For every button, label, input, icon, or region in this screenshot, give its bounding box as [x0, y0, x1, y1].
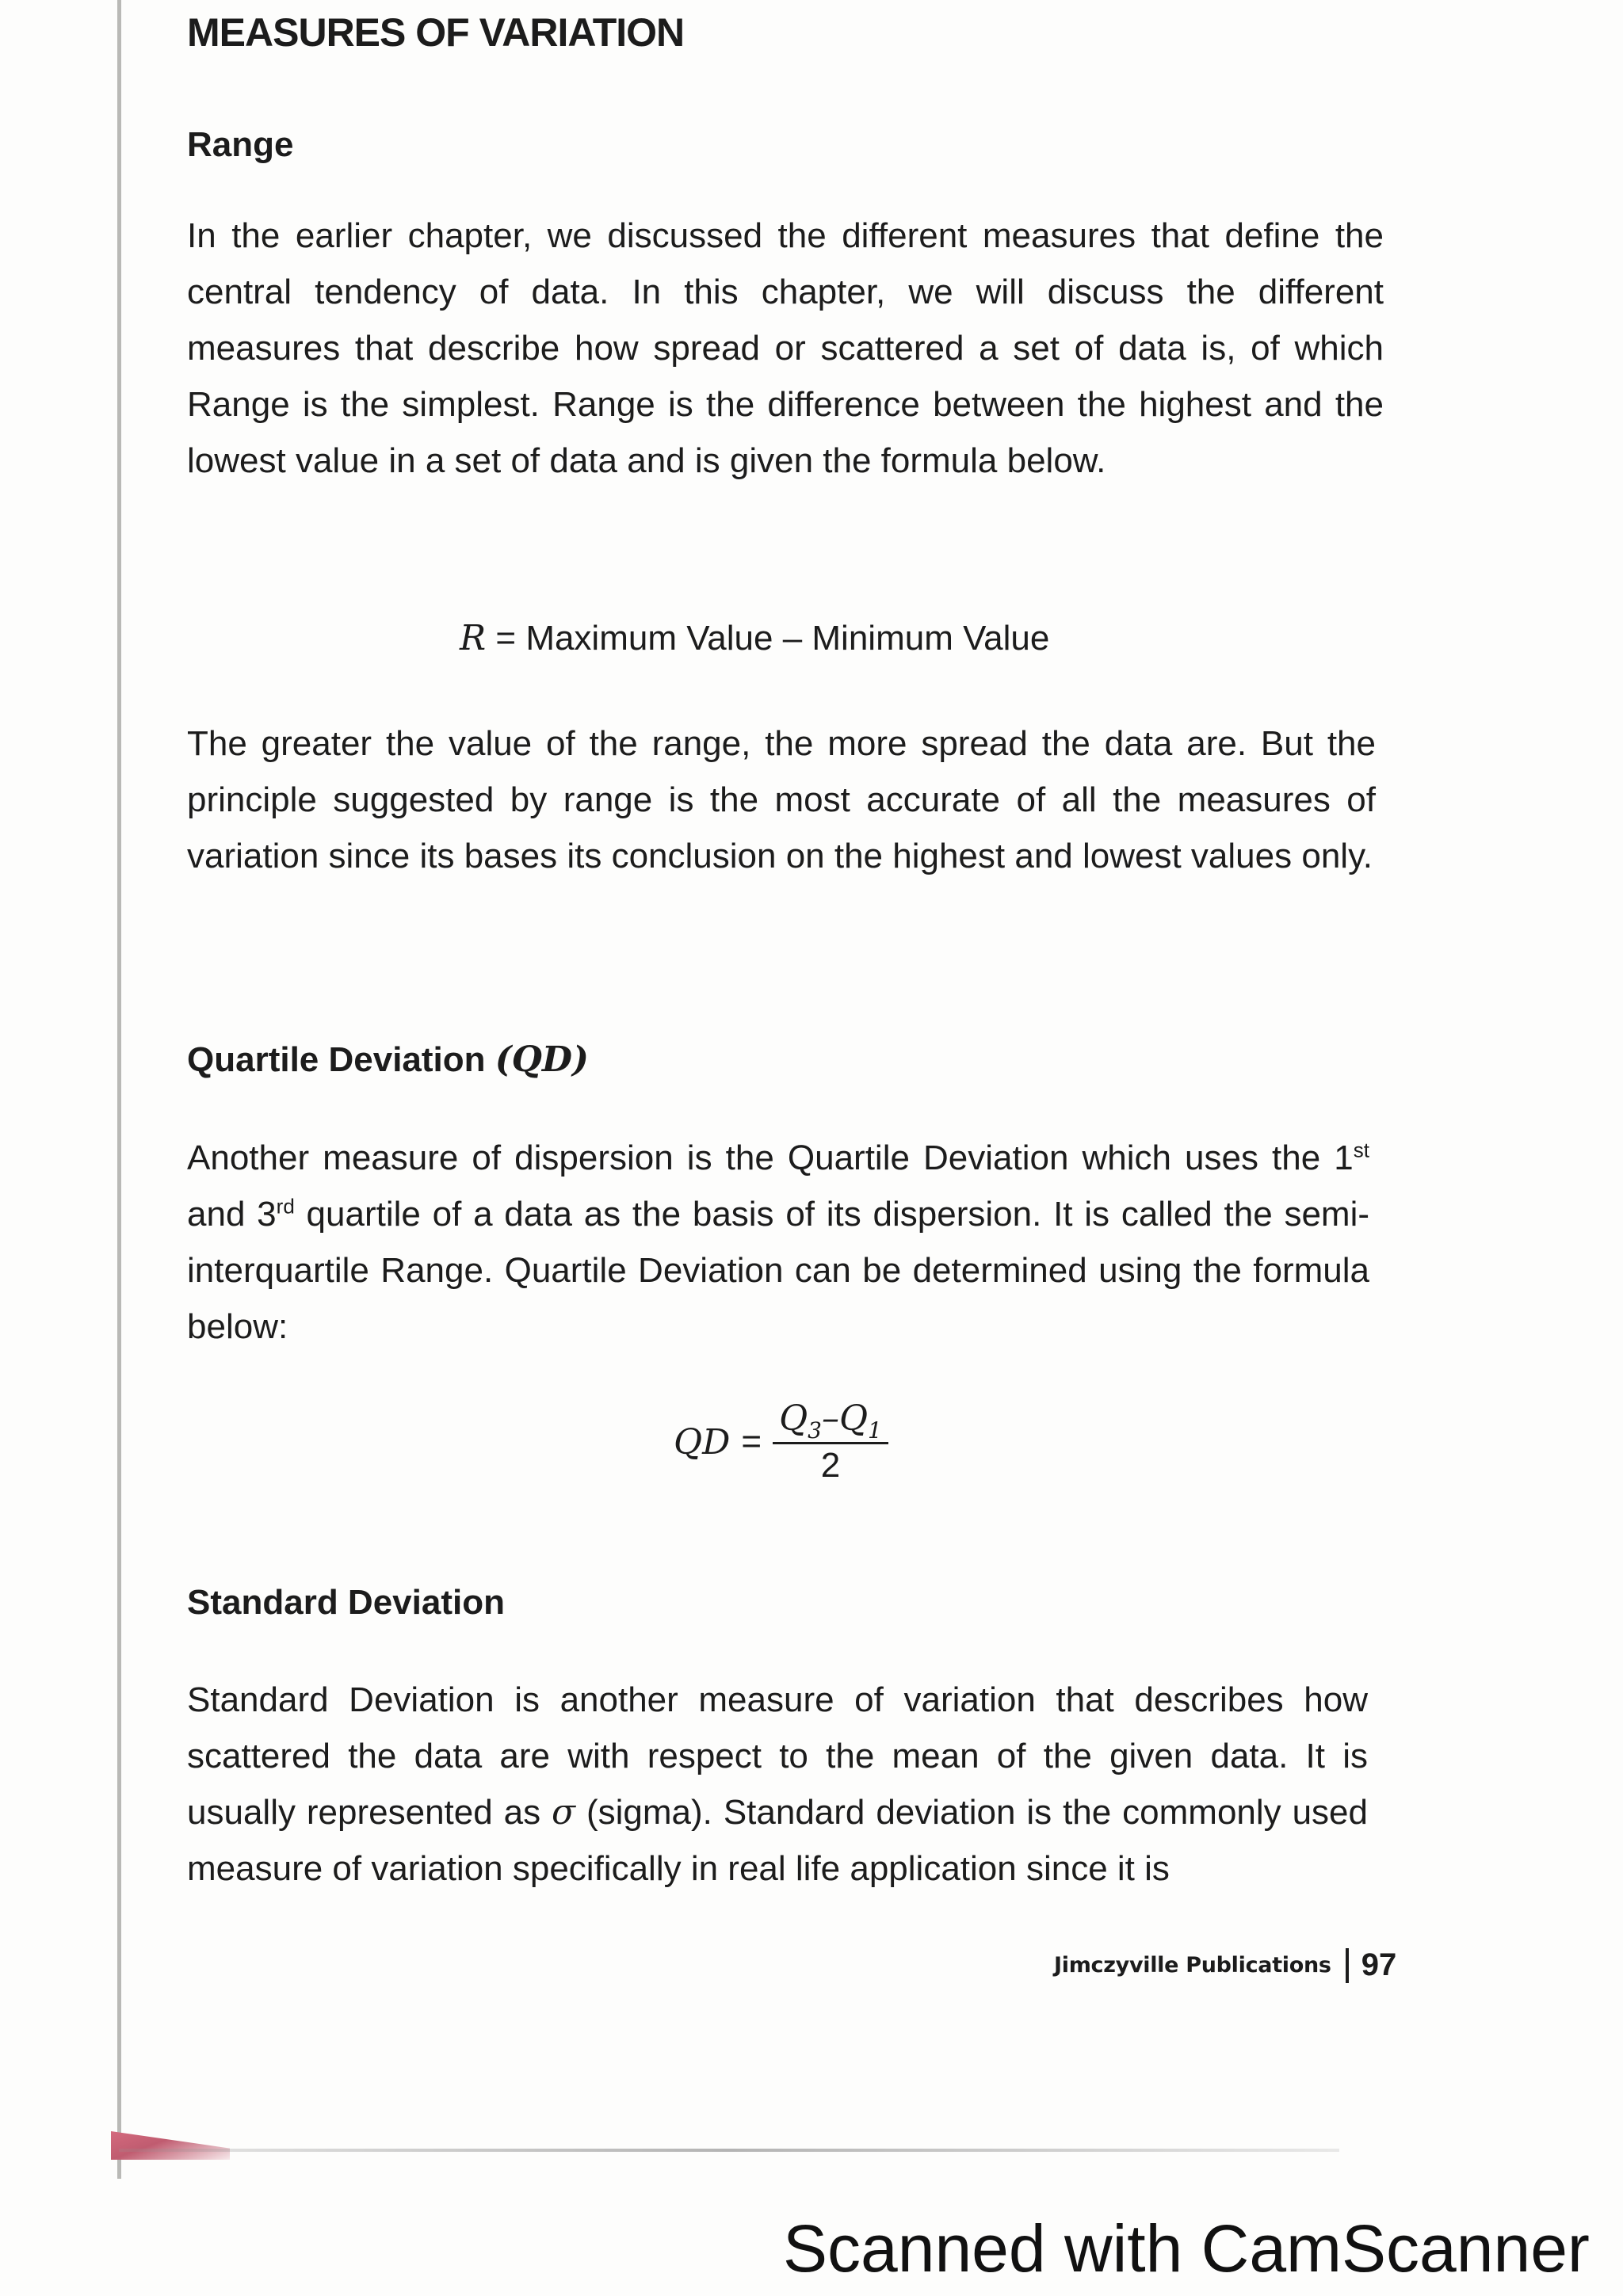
qd-formula-q1: Q — [838, 1398, 869, 1439]
qd-paragraph-sup-st: st — [1353, 1138, 1369, 1162]
page-left-margin-rule — [117, 0, 121, 2179]
quartile-deviation-heading-text: Quartile Deviation — [187, 1040, 486, 1079]
qd-paragraph-part1: Another measure of dispersion is the Quartile Deviation which uses the 1 — [187, 1138, 1354, 1177]
qd-paragraph-part2: and 3 — [187, 1195, 277, 1234]
footer-divider — [1346, 1948, 1349, 1983]
section-heading-quartile-deviation — [187, 1039, 589, 1080]
page-bottom-edge — [119, 2149, 1339, 2152]
qd-paragraph-sup-rd: rd — [276, 1194, 295, 1219]
range-formula-rhs: Maximum Value – Minimum Value — [525, 619, 1050, 658]
range-formula-variable: R — [460, 618, 487, 658]
quartile-deviation-paragraph — [187, 1130, 1369, 1355]
qd-formula-minus: – — [821, 1398, 839, 1439]
scanner-watermark: Scanned with CamScanner — [783, 2211, 1590, 2286]
qd-formula-denominator: 2 — [820, 1446, 841, 1485]
range-paragraph-2: The greater the value of the range, the more spread the data are. But the principle suggested by range is the most accurate of all the measures of variation since its bases its conclusion on the highest and lowest values only. — [187, 724, 1376, 875]
range-paragraph-1: In the earlier chapter, we discussed the different measures that define the central tendency of data. In this chapter, we will discuss the different measures that describe how spread or scattered a set of data is, of which Range is the simplest. Range is the difference between the highest and the lowest value in a set of data and is given the formula below. — [187, 216, 1384, 480]
sd-paragraph-part1: Standard Deviation is another measure of variation that describes how scattered the data are with respect to the mean of the given data. It is usually represented as — [187, 1680, 1368, 1832]
qd-formula-q1-sub: 1 — [868, 1417, 882, 1444]
section-heading-range: Range — [187, 125, 294, 164]
publisher-name: Jimczyville Publications — [1054, 1953, 1331, 1978]
page-title: MEASURES OF VARIATION — [187, 10, 685, 55]
quartile-deviation-formula — [674, 1398, 888, 1486]
range-formula-equals: = — [495, 619, 517, 658]
page-number: 97 — [1361, 1947, 1397, 1982]
qd-formula-lhs: QD — [674, 1421, 731, 1463]
section-heading-standard-deviation: Standard Deviation — [187, 1583, 505, 1622]
range-formula — [460, 618, 1049, 658]
qd-formula-fraction — [773, 1398, 888, 1486]
qd-paragraph-part3: quartile of a data as the basis of its dispersion. It is called the semi-interquartile Range. Quartile Deviation can be determined using the formula below: — [187, 1195, 1370, 1346]
page-corner-marker — [111, 2131, 230, 2160]
standard-deviation-paragraph — [187, 1672, 1368, 1897]
qd-formula-equals: = — [741, 1422, 762, 1461]
page-footer — [1054, 1947, 1396, 1983]
sd-paragraph-part2: (sigma). Standard deviation is the commonly used measure of variation specifically in real life application since it is — [187, 1793, 1368, 1888]
qd-formula-q3: Q — [779, 1398, 808, 1439]
qd-formula-q3-sub: 3 — [808, 1417, 822, 1444]
qd-formula-numerator — [773, 1398, 888, 1444]
sigma-symbol: σ — [552, 1792, 576, 1833]
quartile-deviation-heading-symbol: (QD) — [495, 1039, 589, 1080]
